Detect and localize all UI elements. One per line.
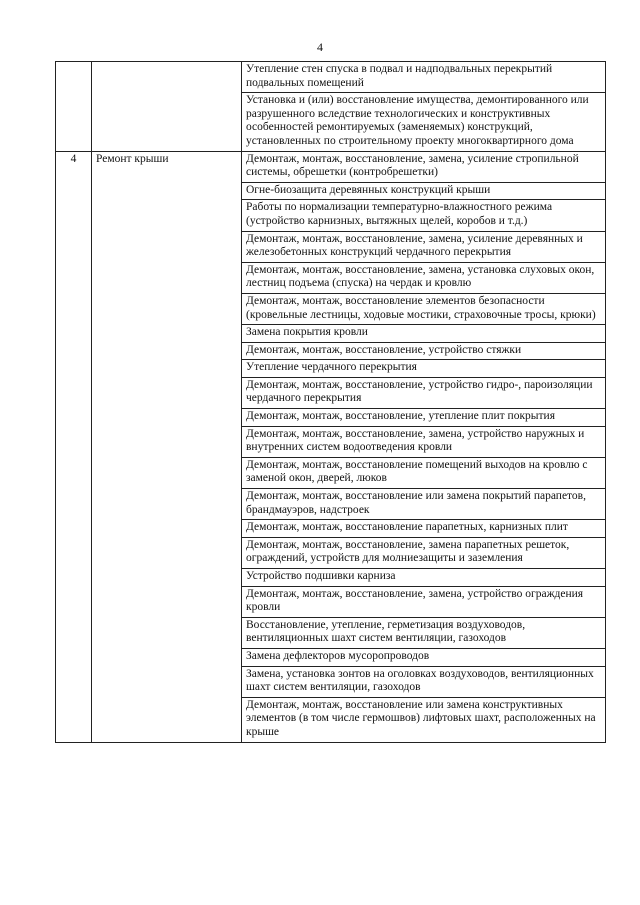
- section-number: 4: [56, 151, 92, 742]
- work-item: Демонтаж, монтаж, восстановление, устройство стяжки: [242, 342, 606, 360]
- work-item: Демонтаж, монтаж, восстановление помещений выходов на кровлю с заменой окон, дверей, люков: [242, 457, 606, 488]
- work-item: Работы по нормализации температурно-влажностного режима (устройство карнизных, вытяжных щелей, коробов и т.д.): [242, 200, 606, 231]
- work-item: Демонтаж, монтаж, восстановление, устройство гидро-, пароизоляции чердачного перекрытия: [242, 377, 606, 408]
- work-item: Демонтаж, монтаж, восстановление, замена, установка слуховых окон, лестниц подъема (спуска) на чердак и кровлю: [242, 262, 606, 293]
- work-item: Демонтаж, монтаж, восстановление, замена, усиление стропильной системы, обрешетки (контробрешетки): [242, 151, 606, 182]
- work-item: Устройство подшивки карниза: [242, 569, 606, 587]
- work-item: Демонтаж, монтаж, восстановление, замена парапетных решеток, ограждений, устройств для молниезащиты и заземления: [242, 537, 606, 568]
- work-item: Демонтаж, монтаж, восстановление, утепление плит покрытия: [242, 409, 606, 427]
- work-item: Демонтаж, монтаж, восстановление или замена покрытий парапетов, брандмауэров, надстроек: [242, 489, 606, 520]
- table-row: [56, 62, 606, 93]
- section-number: [56, 62, 92, 152]
- section-name: Ремонт крыши: [92, 151, 242, 742]
- work-item: Замена дефлекторов мусоропроводов: [242, 648, 606, 666]
- work-item: Установка и (или) восстановление имущества, демонтированного или разрушенного вследствие технологических и конструктивных особенностей ремонтируемых (заменяемых) конструкций, установленных по строительному проекту многоквартирного дома: [242, 93, 606, 151]
- work-item: Замена покрытия кровли: [242, 325, 606, 343]
- work-item: Замена, установка зонтов на оголовках воздуховодов, вентиляционных шахт систем вентиляции, газоходов: [242, 666, 606, 697]
- work-item: Восстановление, утепление, герметизация воздуховодов, вентиляционных шахт систем вентиляции, газоходов: [242, 617, 606, 648]
- section-name: [92, 62, 242, 152]
- page-number: 4: [317, 40, 323, 54]
- table-row: [56, 151, 606, 182]
- work-item: Демонтаж, монтаж, восстановление элементов безопасности (кровельные лестницы, ходовые мостики, страховочные тросы, крюки): [242, 293, 606, 324]
- work-item: Огне-биозащита деревянных конструкций крыши: [242, 182, 606, 200]
- work-item: Демонтаж, монтаж, восстановление парапетных, карнизных плит: [242, 520, 606, 538]
- works-table: [55, 61, 606, 743]
- work-item: Демонтаж, монтаж, восстановление, замена, устройство ограждения кровли: [242, 586, 606, 617]
- work-item: Утепление стен спуска в подвал и надподвальных перекрытий подвальных помещений: [242, 62, 606, 93]
- work-item: Демонтаж, монтаж, восстановление, замена, усиление деревянных и железобетонных конструкций чердачного перекрытия: [242, 231, 606, 262]
- work-item: Демонтаж, монтаж, восстановление или замена конструктивных элементов (в том числе гермошвов) лифтовых шахт, расположенных на крыше: [242, 697, 606, 742]
- work-item: Утепление чердачного перекрытия: [242, 360, 606, 378]
- work-item: Демонтаж, монтаж, восстановление, замена, устройство наружных и внутренних систем водоотведения кровли: [242, 426, 606, 457]
